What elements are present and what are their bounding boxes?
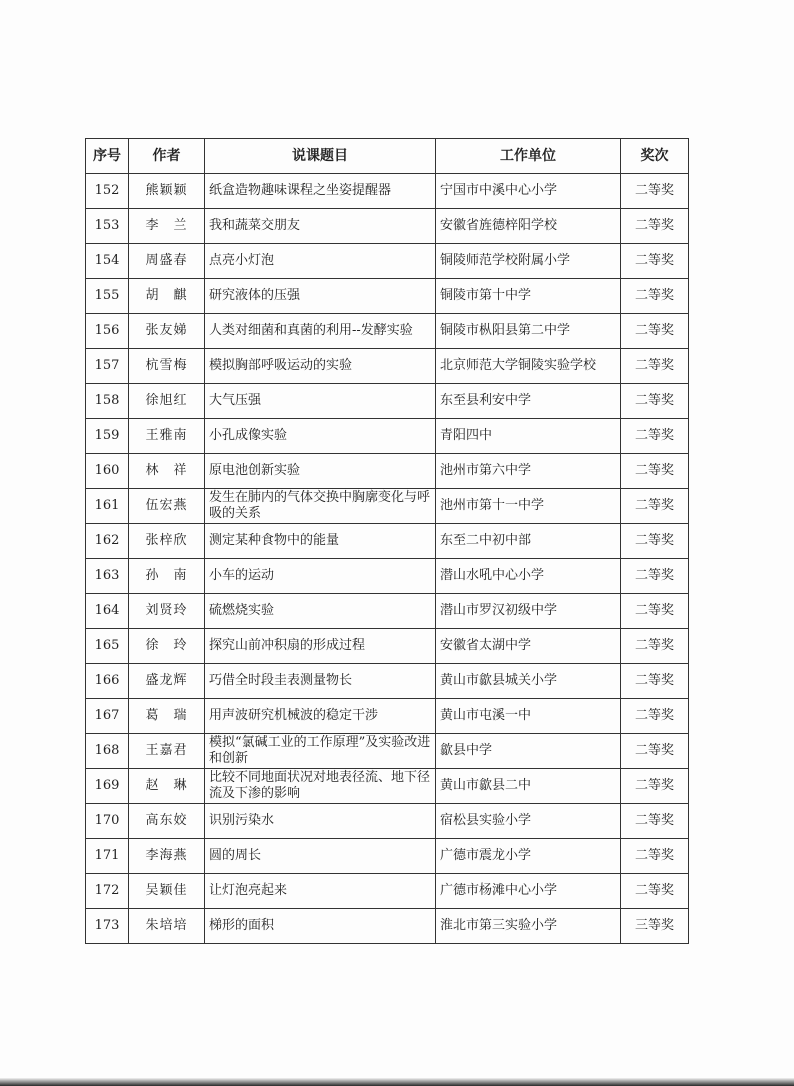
cell-title: 圆的周长 xyxy=(205,839,436,874)
table-row xyxy=(86,664,689,699)
table-row xyxy=(86,769,689,804)
header-title: 说课题目 xyxy=(205,139,436,174)
cell-author: 刘贤玲 xyxy=(129,594,205,629)
cell-award: 二等奖 xyxy=(621,419,689,454)
table-row xyxy=(86,419,689,454)
scan-edge xyxy=(0,1078,794,1086)
cell-title: 人类对细菌和真菌的利用--发酵实验 xyxy=(205,314,436,349)
cell-award: 二等奖 xyxy=(621,244,689,279)
cell-no: 172 xyxy=(86,874,129,909)
table-row xyxy=(86,699,689,734)
cell-title: 纸盒造物趣味课程之坐姿提醒器 xyxy=(205,174,436,209)
cell-author: 熊颖颖 xyxy=(129,174,205,209)
cell-award: 二等奖 xyxy=(621,629,689,664)
cell-no: 173 xyxy=(86,909,129,944)
cell-unit: 歙县中学 xyxy=(436,734,621,769)
header-award: 奖次 xyxy=(621,139,689,174)
cell-unit: 淮北市第三实验小学 xyxy=(436,909,621,944)
cell-title: 模拟“氯碱工业的工作原理”及实验改进和创新 xyxy=(205,734,436,769)
cell-author: 胡 麒 xyxy=(129,279,205,314)
cell-title: 小车的运动 xyxy=(205,559,436,594)
cell-unit: 安徽省太湖中学 xyxy=(436,629,621,664)
cell-no: 160 xyxy=(86,454,129,489)
table-row xyxy=(86,804,689,839)
header-author: 作者 xyxy=(129,139,205,174)
cell-author: 张梓欣 xyxy=(129,524,205,559)
table-row xyxy=(86,244,689,279)
cell-no: 168 xyxy=(86,734,129,769)
table-row xyxy=(86,349,689,384)
cell-author: 王雅南 xyxy=(129,419,205,454)
cell-unit: 东至县利安中学 xyxy=(436,384,621,419)
cell-title: 点亮小灯泡 xyxy=(205,244,436,279)
cell-title: 研究液体的压强 xyxy=(205,279,436,314)
cell-unit: 黄山市歙县二中 xyxy=(436,769,621,804)
header-no: 序号 xyxy=(86,139,129,174)
cell-unit: 东至二中初中部 xyxy=(436,524,621,559)
cell-unit: 青阳四中 xyxy=(436,419,621,454)
cell-no: 154 xyxy=(86,244,129,279)
cell-award: 二等奖 xyxy=(621,594,689,629)
cell-author: 孙 南 xyxy=(129,559,205,594)
table-row xyxy=(86,314,689,349)
cell-award: 二等奖 xyxy=(621,839,689,874)
cell-unit: 黄山市屯溪一中 xyxy=(436,699,621,734)
cell-author: 林 祥 xyxy=(129,454,205,489)
cell-unit: 广德市杨滩中心小学 xyxy=(436,874,621,909)
table-row xyxy=(86,454,689,489)
cell-author: 杭雪梅 xyxy=(129,349,205,384)
table-row xyxy=(86,489,689,524)
cell-no: 165 xyxy=(86,629,129,664)
header-unit: 工作单位 xyxy=(436,139,621,174)
cell-no: 164 xyxy=(86,594,129,629)
cell-author: 盛龙辉 xyxy=(129,664,205,699)
cell-no: 161 xyxy=(86,489,129,524)
cell-no: 167 xyxy=(86,699,129,734)
cell-no: 169 xyxy=(86,769,129,804)
cell-title: 模拟胸部呼吸运动的实验 xyxy=(205,349,436,384)
table-row xyxy=(86,174,689,209)
table-row xyxy=(86,384,689,419)
table-row xyxy=(86,909,689,944)
cell-title: 让灯泡亮起来 xyxy=(205,874,436,909)
cell-unit: 池州市第十一中学 xyxy=(436,489,621,524)
cell-title: 小孔成像实验 xyxy=(205,419,436,454)
cell-author: 伍宏燕 xyxy=(129,489,205,524)
cell-unit: 池州市第六中学 xyxy=(436,454,621,489)
cell-title: 硫燃烧实验 xyxy=(205,594,436,629)
cell-award: 二等奖 xyxy=(621,874,689,909)
cell-unit: 广德市震龙小学 xyxy=(436,839,621,874)
cell-unit: 铜陵市第十中学 xyxy=(436,279,621,314)
cell-award: 二等奖 xyxy=(621,664,689,699)
cell-title: 梯形的面积 xyxy=(205,909,436,944)
cell-author: 吴颖佳 xyxy=(129,874,205,909)
cell-author: 徐旭红 xyxy=(129,384,205,419)
cell-award: 二等奖 xyxy=(621,559,689,594)
cell-award: 二等奖 xyxy=(621,314,689,349)
cell-title: 大气压强 xyxy=(205,384,436,419)
table-row xyxy=(86,839,689,874)
table-row xyxy=(86,874,689,909)
table-header xyxy=(86,139,689,174)
cell-author: 葛 瑞 xyxy=(129,699,205,734)
cell-author: 李 兰 xyxy=(129,209,205,244)
cell-award: 二等奖 xyxy=(621,769,689,804)
cell-unit: 潜山水吼中心小学 xyxy=(436,559,621,594)
table-row xyxy=(86,594,689,629)
cell-author: 高东姣 xyxy=(129,804,205,839)
cell-unit: 宁国市中溪中心小学 xyxy=(436,174,621,209)
cell-author: 朱培培 xyxy=(129,909,205,944)
cell-award: 二等奖 xyxy=(621,699,689,734)
cell-no: 157 xyxy=(86,349,129,384)
cell-title: 巧借全时段圭表测量物长 xyxy=(205,664,436,699)
cell-title: 我和蔬菜交朋友 xyxy=(205,209,436,244)
table-row xyxy=(86,734,689,769)
cell-award: 二等奖 xyxy=(621,804,689,839)
cell-unit: 铜陵市枞阳县第二中学 xyxy=(436,314,621,349)
cell-unit: 宿松县实验小学 xyxy=(436,804,621,839)
cell-author: 赵 琳 xyxy=(129,769,205,804)
cell-no: 156 xyxy=(86,314,129,349)
cell-no: 153 xyxy=(86,209,129,244)
cell-title: 探究山前冲积扇的形成过程 xyxy=(205,629,436,664)
award-table xyxy=(85,138,689,944)
cell-award: 三等奖 xyxy=(621,909,689,944)
cell-no: 155 xyxy=(86,279,129,314)
cell-title: 发生在肺内的气体交换中胸廓变化与呼吸的关系 xyxy=(205,489,436,524)
cell-no: 171 xyxy=(86,839,129,874)
cell-author: 张友娣 xyxy=(129,314,205,349)
cell-no: 163 xyxy=(86,559,129,594)
cell-author: 王嘉君 xyxy=(129,734,205,769)
cell-title: 用声波研究机械波的稳定干涉 xyxy=(205,699,436,734)
table-row xyxy=(86,559,689,594)
cell-no: 162 xyxy=(86,524,129,559)
cell-unit: 铜陵师范学校附属小学 xyxy=(436,244,621,279)
cell-no: 166 xyxy=(86,664,129,699)
cell-award: 二等奖 xyxy=(621,209,689,244)
cell-author: 徐 玲 xyxy=(129,629,205,664)
header-row xyxy=(86,139,689,174)
cell-unit: 黄山市歙县城关小学 xyxy=(436,664,621,699)
cell-title: 比较不同地面状况对地表径流、地下径流及下渗的影响 xyxy=(205,769,436,804)
cell-title: 识别污染水 xyxy=(205,804,436,839)
cell-no: 152 xyxy=(86,174,129,209)
cell-award: 二等奖 xyxy=(621,489,689,524)
cell-award: 二等奖 xyxy=(621,279,689,314)
cell-no: 170 xyxy=(86,804,129,839)
cell-award: 二等奖 xyxy=(621,174,689,209)
cell-no: 159 xyxy=(86,419,129,454)
cell-unit: 安徽省旌德梓阳学校 xyxy=(436,209,621,244)
cell-award: 二等奖 xyxy=(621,734,689,769)
table-body xyxy=(86,174,689,944)
cell-unit: 潜山市罗汉初级中学 xyxy=(436,594,621,629)
table-row xyxy=(86,524,689,559)
table-row xyxy=(86,209,689,244)
cell-no: 158 xyxy=(86,384,129,419)
table-row xyxy=(86,279,689,314)
cell-award: 二等奖 xyxy=(621,454,689,489)
cell-title: 测定某种食物中的能量 xyxy=(205,524,436,559)
cell-title: 原电池创新实验 xyxy=(205,454,436,489)
table-row xyxy=(86,629,689,664)
cell-award: 二等奖 xyxy=(621,349,689,384)
cell-author: 周盛春 xyxy=(129,244,205,279)
cell-award: 二等奖 xyxy=(621,524,689,559)
cell-author: 李海燕 xyxy=(129,839,205,874)
cell-unit: 北京师范大学铜陵实验学校 xyxy=(436,349,621,384)
cell-award: 二等奖 xyxy=(621,384,689,419)
